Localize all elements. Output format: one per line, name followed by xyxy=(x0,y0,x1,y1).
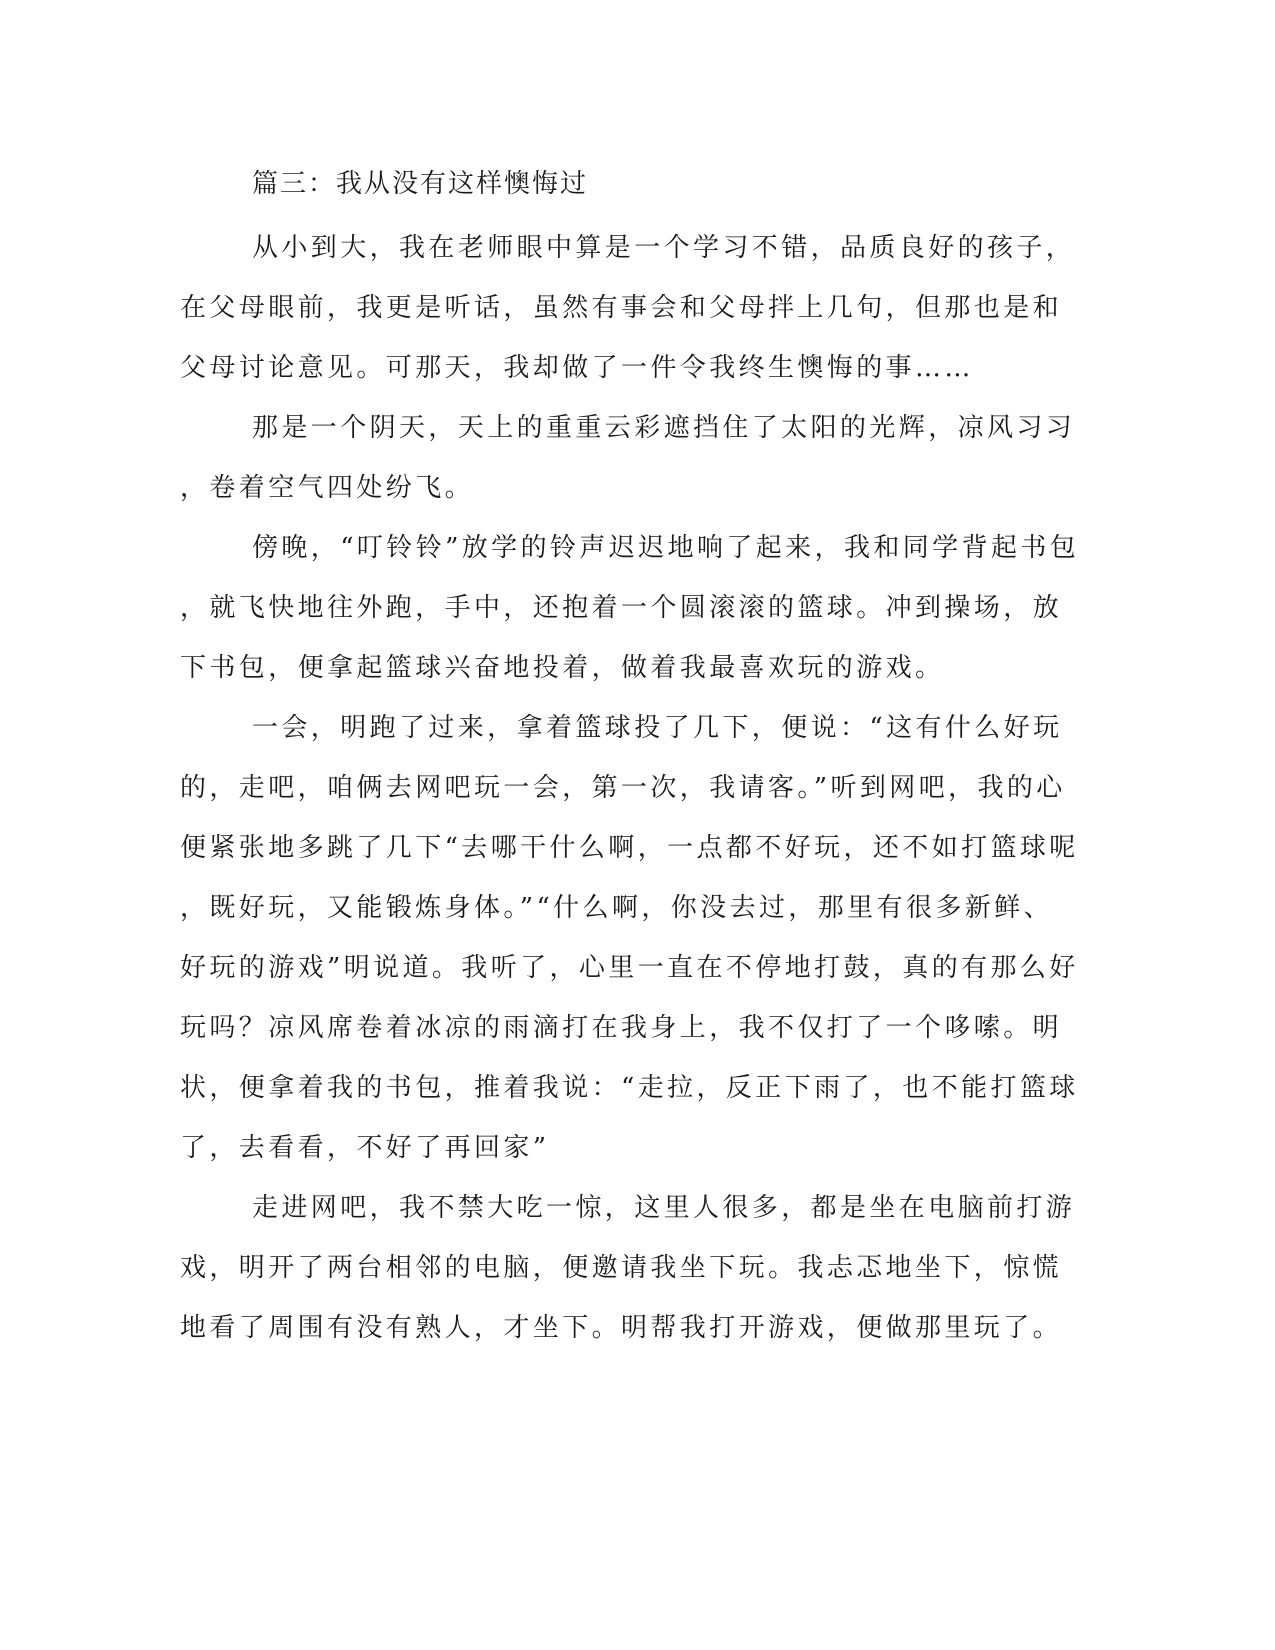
paragraph-line: ，就飞快地往外跑，手中，还抱着一个圆滚滚的篮球。冲到操场，放 xyxy=(180,593,1063,623)
paragraph-line: 状，便拿着我的书包，推着我说：“走拉，反正下雨了，也不能打篮球 xyxy=(180,1073,1079,1103)
paragraph-line: 从小到大，我在老师眼中算是一个学习不错，品质良好的孩子， xyxy=(252,233,1076,263)
paragraph-3 xyxy=(180,518,1080,698)
paragraph-5 xyxy=(180,1178,1076,1358)
paragraph-line: ，卷着空气四处纷飞。 xyxy=(180,473,475,503)
paragraph-4 xyxy=(180,698,1079,1178)
paragraph-line: ，既好玩，又能锻炼身体。”“什么啊，你没去过，那里有很多新鲜、 xyxy=(180,893,1053,923)
paragraph-line: 一会，明跑了过来，拿着篮球投了几下，便说：“这有什么好玩 xyxy=(252,713,1063,743)
paragraph-line: 的，走吧，咱俩去网吧玩一会，第一次，我请客。”听到网吧，我的心 xyxy=(180,773,1066,803)
paragraph-line: 傍晚，“叮铃铃”放学的铃声迟迟地响了起来，我和同学背起书包 xyxy=(252,533,1080,563)
paragraph-line: 走进网吧，我不禁大吃一惊，这里人很多，都是坐在电脑前打游 xyxy=(252,1193,1076,1223)
document-title: 篇三：我从没有这样懊悔过 xyxy=(252,169,589,199)
paragraph-line: 戏，明开了两台相邻的电脑，便邀请我坐下玩。我忐忑地坐下，惊慌 xyxy=(180,1253,1063,1283)
paragraph-line: 便紧张地多跳了几下“去哪干什么啊，一点都不好玩，还不如打篮球呢 xyxy=(180,833,1079,863)
paragraph-line: 玩吗？凉风席卷着冰凉的雨滴打在我身上，我不仅打了一个哆嗦。明 xyxy=(180,1013,1063,1043)
paragraph-line: 在父母眼前，我更是听话，虽然有事会和父母拌上几句，但那也是和 xyxy=(180,293,1063,323)
paragraph-1 xyxy=(180,218,1076,398)
paragraph-line: 父母讨论意见。可那天，我却做了一件令我终生懊悔的事…… xyxy=(180,353,974,383)
paragraph-line: 地看了周围有没有熟人，才坐下。明帮我打开游戏，便做那里玩了。 xyxy=(180,1313,1063,1343)
paragraph-line: 好玩的游戏”明说道。我听了，心里一直在不停地打鼓，真的有那么好 xyxy=(180,953,1079,983)
paragraph-line: 了，去看看，不好了再回家” xyxy=(180,1133,550,1163)
paragraph-line: 那是一个阴天，天上的重重云彩遮挡住了太阳的光辉，凉风习习 xyxy=(252,413,1076,443)
paragraph-line: 下书包，便拿起篮球兴奋地投着，做着我最喜欢玩的游戏。 xyxy=(180,653,945,683)
paragraph-2 xyxy=(180,398,1076,518)
document-body xyxy=(180,160,1080,1358)
